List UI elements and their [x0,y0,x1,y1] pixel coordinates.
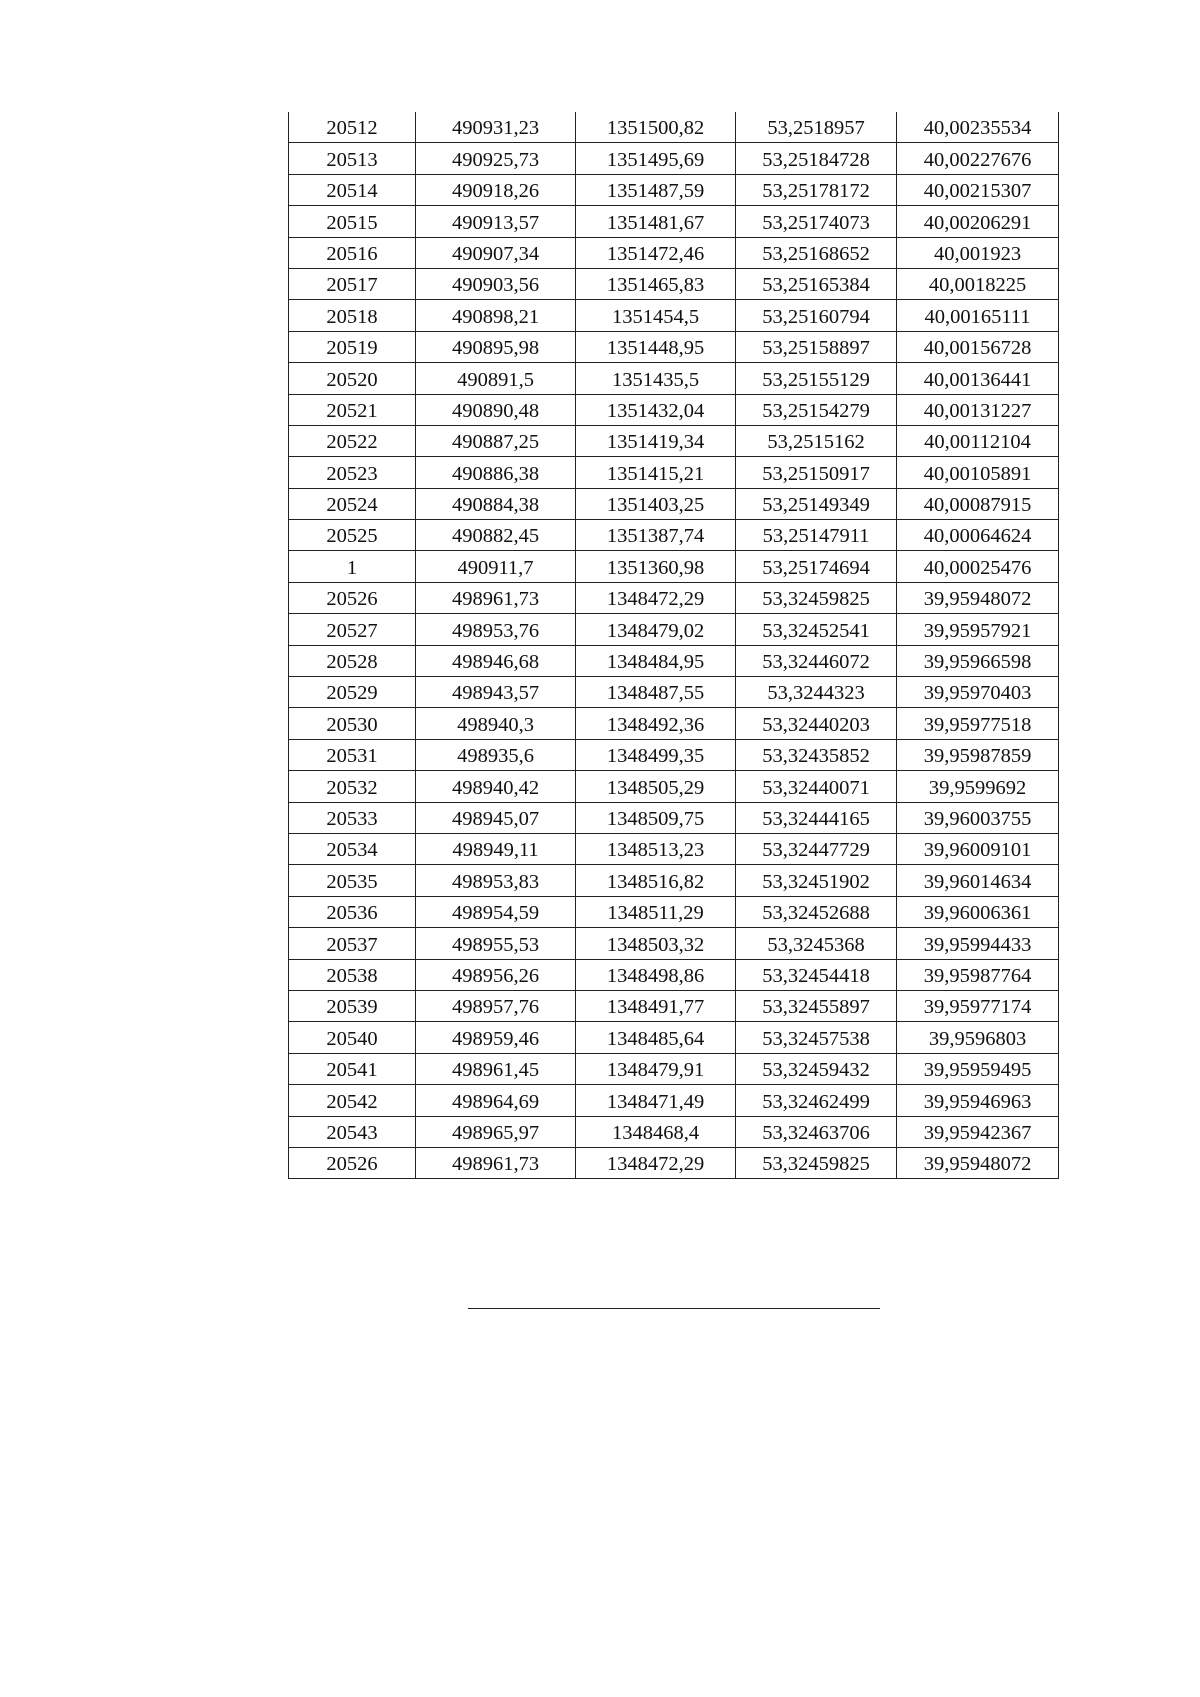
point-number-cell: 20538 [289,959,416,990]
x-coordinate-cell: 498940,3 [416,708,576,739]
point-number-cell: 20518 [289,300,416,331]
longitude-cell: 39,95994433 [897,928,1059,959]
point-number-cell: 20524 [289,488,416,519]
table-row [289,488,1059,519]
x-coordinate-cell: 498946,68 [416,645,576,676]
longitude-cell: 39,96006361 [897,896,1059,927]
longitude-cell: 40,00136441 [897,363,1059,394]
y-coordinate-cell: 1351495,69 [576,143,736,174]
latitude-cell: 53,32462499 [736,1085,897,1116]
latitude-cell: 53,25165384 [736,268,897,299]
coordinates-table [288,112,1059,1179]
table-row [289,833,1059,864]
x-coordinate-cell: 490911,7 [416,551,576,582]
table-row [289,206,1059,237]
point-number-cell: 20523 [289,457,416,488]
latitude-cell: 53,25150917 [736,457,897,488]
y-coordinate-cell: 1351487,59 [576,174,736,205]
latitude-cell: 53,25149349 [736,488,897,519]
x-coordinate-cell: 490918,26 [416,174,576,205]
longitude-cell: 40,00227676 [897,143,1059,174]
y-coordinate-cell: 1348503,32 [576,928,736,959]
y-coordinate-cell: 1351454,5 [576,300,736,331]
y-coordinate-cell: 1348468,4 [576,1116,736,1147]
x-coordinate-cell: 498961,73 [416,582,576,613]
latitude-cell: 53,32447729 [736,833,897,864]
point-number-cell: 20537 [289,928,416,959]
table-row [289,582,1059,613]
y-coordinate-cell: 1351435,5 [576,363,736,394]
x-coordinate-cell: 490931,23 [416,112,576,143]
y-coordinate-cell: 1348505,29 [576,771,736,802]
longitude-cell: 40,00087915 [897,488,1059,519]
table-row [289,708,1059,739]
x-coordinate-cell: 498935,6 [416,739,576,770]
longitude-cell: 39,95987764 [897,959,1059,990]
latitude-cell: 53,25174694 [736,551,897,582]
y-coordinate-cell: 1348511,29 [576,896,736,927]
table-row [289,112,1059,143]
table-row [289,802,1059,833]
point-number-cell: 20527 [289,614,416,645]
point-number-cell: 20531 [289,739,416,770]
latitude-cell: 53,32440203 [736,708,897,739]
y-coordinate-cell: 1348472,29 [576,1147,736,1178]
table-row [289,928,1059,959]
table-row [289,896,1059,927]
x-coordinate-cell: 490925,73 [416,143,576,174]
latitude-cell: 53,32446072 [736,645,897,676]
latitude-cell: 53,25147911 [736,520,897,551]
point-number-cell: 20543 [289,1116,416,1147]
y-coordinate-cell: 1351472,46 [576,237,736,268]
longitude-cell: 40,00064624 [897,520,1059,551]
table-row [289,143,1059,174]
point-number-cell: 20536 [289,896,416,927]
point-number-cell: 20525 [289,520,416,551]
x-coordinate-cell: 498964,69 [416,1085,576,1116]
longitude-cell: 40,00025476 [897,551,1059,582]
longitude-cell: 39,95959495 [897,1053,1059,1084]
latitude-cell: 53,3244323 [736,677,897,708]
table-row [289,174,1059,205]
table-row [289,1022,1059,1053]
latitude-cell: 53,25155129 [736,363,897,394]
point-number-cell: 20528 [289,645,416,676]
table-row [289,363,1059,394]
table-row [289,990,1059,1021]
x-coordinate-cell: 490903,56 [416,268,576,299]
latitude-cell: 53,32440071 [736,771,897,802]
table-row [289,645,1059,676]
y-coordinate-cell: 1348479,91 [576,1053,736,1084]
x-coordinate-cell: 498959,46 [416,1022,576,1053]
longitude-cell: 40,0018225 [897,268,1059,299]
x-coordinate-cell: 498953,83 [416,865,576,896]
x-coordinate-cell: 498940,42 [416,771,576,802]
longitude-cell: 40,00235534 [897,112,1059,143]
y-coordinate-cell: 1351419,34 [576,425,736,456]
latitude-cell: 53,32452541 [736,614,897,645]
longitude-cell: 40,00156728 [897,331,1059,362]
y-coordinate-cell: 1348513,23 [576,833,736,864]
point-number-cell: 20519 [289,331,416,362]
y-coordinate-cell: 1348491,77 [576,990,736,1021]
latitude-cell: 53,25174073 [736,206,897,237]
y-coordinate-cell: 1351465,83 [576,268,736,299]
longitude-cell: 39,9596803 [897,1022,1059,1053]
longitude-cell: 39,95942367 [897,1116,1059,1147]
point-number-cell: 20539 [289,990,416,1021]
x-coordinate-cell: 490887,25 [416,425,576,456]
longitude-cell: 39,95970403 [897,677,1059,708]
x-coordinate-cell: 498957,76 [416,990,576,1021]
longitude-cell: 40,00206291 [897,206,1059,237]
table-row [289,331,1059,362]
table-row [289,865,1059,896]
latitude-cell: 53,32459825 [736,582,897,613]
latitude-cell: 53,25184728 [736,143,897,174]
table-row [289,457,1059,488]
x-coordinate-cell: 490886,38 [416,457,576,488]
table-row [289,520,1059,551]
point-number-cell: 1 [289,551,416,582]
y-coordinate-cell: 1351432,04 [576,394,736,425]
signature-line [468,1308,880,1309]
point-number-cell: 20540 [289,1022,416,1053]
table-row [289,1147,1059,1178]
point-number-cell: 20512 [289,112,416,143]
table-row [289,739,1059,770]
y-coordinate-cell: 1351481,67 [576,206,736,237]
longitude-cell: 39,95948072 [897,1147,1059,1178]
table-row [289,268,1059,299]
x-coordinate-cell: 490891,5 [416,363,576,394]
longitude-cell: 39,96009101 [897,833,1059,864]
longitude-cell: 39,9599692 [897,771,1059,802]
x-coordinate-cell: 490882,45 [416,520,576,551]
y-coordinate-cell: 1348479,02 [576,614,736,645]
x-coordinate-cell: 490898,21 [416,300,576,331]
longitude-cell: 39,96003755 [897,802,1059,833]
x-coordinate-cell: 498961,45 [416,1053,576,1084]
latitude-cell: 53,3245368 [736,928,897,959]
table-row [289,771,1059,802]
table-row [289,551,1059,582]
latitude-cell: 53,2518957 [736,112,897,143]
longitude-cell: 39,95957921 [897,614,1059,645]
longitude-cell: 40,00215307 [897,174,1059,205]
coordinates-table-body [289,112,1059,1179]
x-coordinate-cell: 490884,38 [416,488,576,519]
longitude-cell: 39,96014634 [897,865,1059,896]
table-row [289,300,1059,331]
longitude-cell: 39,95946963 [897,1085,1059,1116]
point-number-cell: 20516 [289,237,416,268]
y-coordinate-cell: 1348498,86 [576,959,736,990]
x-coordinate-cell: 498955,53 [416,928,576,959]
point-number-cell: 20534 [289,833,416,864]
table-row [289,1053,1059,1084]
longitude-cell: 40,00165111 [897,300,1059,331]
y-coordinate-cell: 1351360,98 [576,551,736,582]
latitude-cell: 53,2515162 [736,425,897,456]
longitude-cell: 40,00131227 [897,394,1059,425]
y-coordinate-cell: 1348485,64 [576,1022,736,1053]
x-coordinate-cell: 490913,57 [416,206,576,237]
longitude-cell: 39,95977518 [897,708,1059,739]
point-number-cell: 20541 [289,1053,416,1084]
point-number-cell: 20532 [289,771,416,802]
x-coordinate-cell: 498953,76 [416,614,576,645]
x-coordinate-cell: 498949,11 [416,833,576,864]
point-number-cell: 20517 [289,268,416,299]
latitude-cell: 53,32452688 [736,896,897,927]
x-coordinate-cell: 498943,57 [416,677,576,708]
point-number-cell: 20520 [289,363,416,394]
latitude-cell: 53,32451902 [736,865,897,896]
point-number-cell: 20515 [289,206,416,237]
x-coordinate-cell: 490907,34 [416,237,576,268]
y-coordinate-cell: 1351500,82 [576,112,736,143]
x-coordinate-cell: 498945,07 [416,802,576,833]
y-coordinate-cell: 1348487,55 [576,677,736,708]
y-coordinate-cell: 1351403,25 [576,488,736,519]
x-coordinate-cell: 490895,98 [416,331,576,362]
point-number-cell: 20535 [289,865,416,896]
y-coordinate-cell: 1351448,95 [576,331,736,362]
latitude-cell: 53,32463706 [736,1116,897,1147]
point-number-cell: 20521 [289,394,416,425]
point-number-cell: 20522 [289,425,416,456]
point-number-cell: 20514 [289,174,416,205]
latitude-cell: 53,32444165 [736,802,897,833]
x-coordinate-cell: 490890,48 [416,394,576,425]
table-row [289,1085,1059,1116]
y-coordinate-cell: 1348499,35 [576,739,736,770]
latitude-cell: 53,32455897 [736,990,897,1021]
y-coordinate-cell: 1348516,82 [576,865,736,896]
table-row [289,614,1059,645]
y-coordinate-cell: 1348492,36 [576,708,736,739]
y-coordinate-cell: 1348509,75 [576,802,736,833]
table-row [289,425,1059,456]
latitude-cell: 53,32457538 [736,1022,897,1053]
table-row [289,237,1059,268]
y-coordinate-cell: 1348471,49 [576,1085,736,1116]
table-row [289,677,1059,708]
longitude-cell: 40,001923 [897,237,1059,268]
table-row [289,394,1059,425]
point-number-cell: 20529 [289,677,416,708]
y-coordinate-cell: 1348472,29 [576,582,736,613]
latitude-cell: 53,32435852 [736,739,897,770]
longitude-cell: 39,95966598 [897,645,1059,676]
x-coordinate-cell: 498954,59 [416,896,576,927]
point-number-cell: 20533 [289,802,416,833]
x-coordinate-cell: 498956,26 [416,959,576,990]
point-number-cell: 20530 [289,708,416,739]
latitude-cell: 53,25168652 [736,237,897,268]
latitude-cell: 53,32459825 [736,1147,897,1178]
x-coordinate-cell: 498965,97 [416,1116,576,1147]
point-number-cell: 20513 [289,143,416,174]
longitude-cell: 39,95977174 [897,990,1059,1021]
longitude-cell: 40,00105891 [897,457,1059,488]
latitude-cell: 53,25160794 [736,300,897,331]
latitude-cell: 53,32459432 [736,1053,897,1084]
longitude-cell: 40,00112104 [897,425,1059,456]
point-number-cell: 20526 [289,582,416,613]
table-row [289,959,1059,990]
latitude-cell: 53,32454418 [736,959,897,990]
point-number-cell: 20542 [289,1085,416,1116]
latitude-cell: 53,25154279 [736,394,897,425]
y-coordinate-cell: 1351387,74 [576,520,736,551]
longitude-cell: 39,95948072 [897,582,1059,613]
y-coordinate-cell: 1348484,95 [576,645,736,676]
latitude-cell: 53,25178172 [736,174,897,205]
y-coordinate-cell: 1351415,21 [576,457,736,488]
latitude-cell: 53,25158897 [736,331,897,362]
x-coordinate-cell: 498961,73 [416,1147,576,1178]
longitude-cell: 39,95987859 [897,739,1059,770]
point-number-cell: 20526 [289,1147,416,1178]
table-row [289,1116,1059,1147]
